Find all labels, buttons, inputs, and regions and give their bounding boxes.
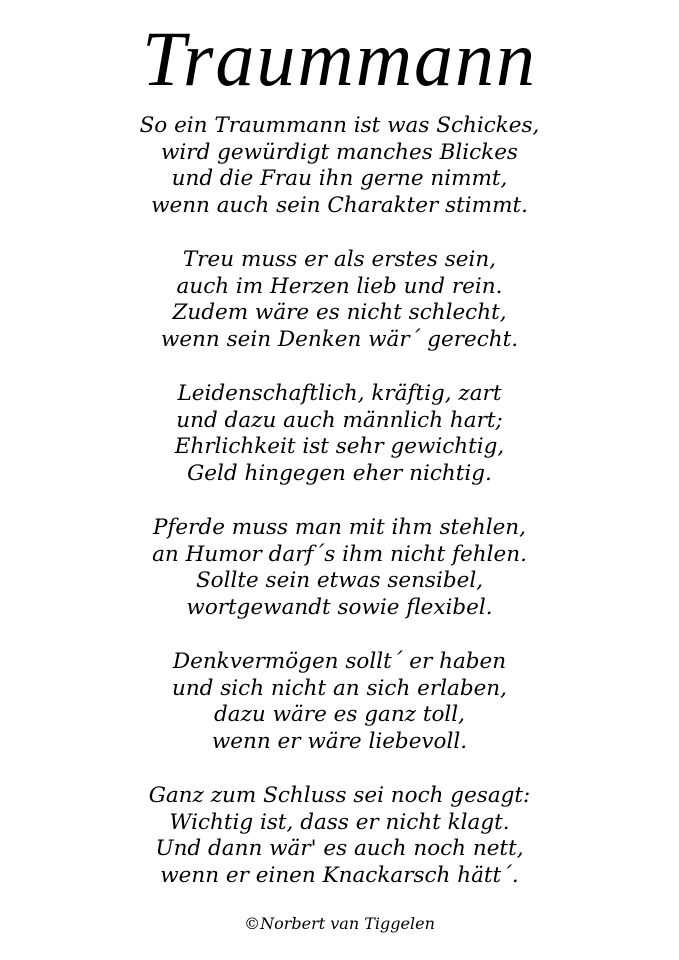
poem-line: und dazu auch männlich hart; — [176, 407, 503, 433]
poem-line: Geld hingegen eher nichtig. — [187, 460, 492, 486]
poem-line: Sollte sein etwas sensibel, — [195, 568, 484, 593]
poem-body — [0, 113, 679, 917]
stanza-2 — [0, 247, 679, 353]
poem-line: So ein Traummann ist was Schickes, — [139, 113, 540, 138]
stanza-5 — [0, 649, 679, 755]
poem-line: Pferde muss man mit ihm stehlen, — [153, 515, 526, 540]
poem-line: Zudem wäre es nicht schlecht, — [172, 300, 507, 325]
poem-line: wenn sein Denken wär´ gerecht. — [160, 326, 519, 352]
poem-line: wenn er wäre liebevoll. — [211, 728, 468, 754]
poem-line: auch im Herzen lieb und rein. — [176, 273, 503, 299]
poem-line: und die Frau ihn gerne nimmt, — [171, 166, 508, 191]
poem-line: wird gewürdigt manches Blickes — [161, 139, 518, 165]
poem-line: wenn er einen Knackarsch hätt´. — [160, 862, 519, 888]
stanza-6 — [0, 783, 679, 889]
poem-line: wenn auch sein Charakter stimmt. — [151, 192, 528, 218]
poem-line: Ganz zum Schluss sei noch gesagt: — [148, 783, 531, 808]
poem-line: wortgewandt sowie flexibel. — [186, 594, 493, 620]
poem-line: Denkvermögen sollt´ er haben — [172, 649, 507, 674]
stanza-3 — [0, 381, 679, 487]
poem-line: dazu wäre es ganz toll, — [214, 702, 465, 727]
poem-line: Treu muss er als erstes sein, — [182, 247, 497, 272]
poem-line: Und dann wär' es auch noch nett, — [155, 836, 524, 861]
poem-line: Ehrlichkeit ist sehr gewichtig, — [174, 434, 505, 459]
poem-line: Wichtig ist, dass er nicht klagt. — [169, 809, 510, 835]
stanza-1 — [0, 113, 679, 219]
poem-title: Traummann — [141, 15, 538, 102]
poem-line: an Humor darf´s ihm nicht fehlen. — [152, 541, 527, 567]
copyright-notice: ©Norbert van Tiggelen — [244, 914, 435, 933]
stanza-4 — [0, 515, 679, 621]
poem-line: Leidenschaftlich, kräftig, zart — [177, 381, 502, 406]
poem-line: und sich nicht an sich erlaben, — [171, 675, 507, 701]
